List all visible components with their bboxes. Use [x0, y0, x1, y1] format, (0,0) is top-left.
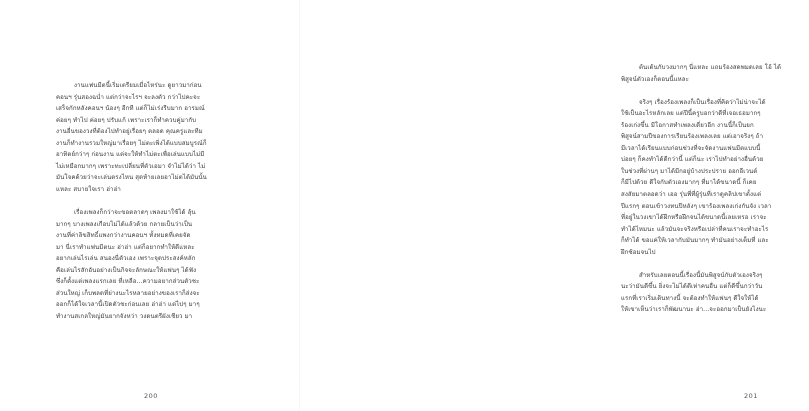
- paragraph: เรื่องเพลงก็กว่าจะขอตลาดๆ เพลงมาใช้ได้ ลุ้น มากๆ บางเพลงเกือบไม่ได้แล้วด้วย กลายเป็นว่าเป็น งานที่ค่าลิขสิทธิ์แพงกว่างานคอนฯ ทั้งหมดที่เคยจัด มา นี่เราทำแฟนมีตนะ ฮ่าฮ่า แต่ก็อยากทำให้ดีแหละ อยากเล่นไรเล่น สนองนี่ตัวเอง เพราะจุดประสงค์หลัก คือเล่นไรสักอันอย่างเป็นกิจจะลักษณะให้แฟนๆ ได้ฟัง ซึ่งก็ตั้งแต่เพลงแรกเลย ที่เหลือ...ความอยากส่วนตัวชะ ส่วนใหญ่ เก็บพลดที่ย่างนะไรหลายอย่างของเราก็ส่งจะ ออกก็ได้ใจเวลานี้เปิดตัวชะก่อนเลย ฮ่าฮ่า แต่ไปๆ มาๆ ทำงานสเกลใหญ่มันยากจังหว่า วงดนตรีผังเชียว มา: [56, 209, 200, 320]
- right-page: [300, 0, 782, 411]
- paragraph: งานแฟนมีตนี้เริ่มเตรียมเมื่อไหร่นะ ดูยาวมาก่อน คอนฯ รุ่นสองฉน่ำ แต่กว่าจะไรฯ จะลงตัว กว่าไปคะจะ เสร็จกักหลังคอนฯ น้องๆ อีกที แต่ก็ไม่เร่งรีบมาก อารมณ์ ค่อยๆ ทำไป ค่อยๆ ปรับแก้ เพราะเราก็ทำควบคู่มากับ งานอื่นของวงที่ต้องไปทำอยู่เรื่อยๆ ตลอด คุณครูและทีม งานก็ทำงานรวมใหญ่มาเรื่อยๆ ไม่ตะเพิ่งได้แบบสมบูรณ์ก็ อาทิตย์กว่าๆ ก่อนงาน แต่จะให้ทำไม่ตะเพื่อเล่นแบบไม่มี ไม่เหมือกมากๆ เพราะทะเปลี่ยนที่ตัวเอมา จำไม่ได้ว่า ไม่ มันโจคด้วยว่าจะเล่นตรงไหน สุดท้ายเลยอาไม่ตได้มันนั้น แหละ สบายใจเรา ฮ่าฮ่า: [56, 82, 207, 193]
- left-page-body: [56, 80, 244, 322]
- left-page: [0, 0, 300, 411]
- right-page-body: [621, 62, 809, 316]
- paragraph: ต้นเต้นกับวงมากๆ นี่แหละ แถมร้องสดพมดเลย โอ้ ได้ พิสูจน์ตัวเองก็ตอนนี้แหละ: [621, 64, 782, 83]
- page-number: 200: [144, 392, 158, 400]
- paragraph: จริงๆ เรื่องร้องเพลงก็เป็นเรื่องที่คิดว่าไม่น่าจะได้ ใช้เป็นอะไรหลักเลย แต่ปีนี้ครูบอกว่าดีที่เจอเธอมากๆ ร้องเก่งขึ้น มีโอกาสทำเพลงเดี่ยวอีก งานนี้ก็เป็นยก พิสูจน์สามปีของการเรียนร้องเพลงเลย แต่เอาจริงๆ ถ้า มีเวลาได้เรียนแบบก่อนช่วงที่จะจัดงานแฟนมีตแบบนี้ บ่อยๆ ก็คงทำได้ดีกว่านี้ แต่ก็นะ เราไปทำอย่างอื่นด้วย ในช่วงที่ผ่านๆ มาได้มีกอยู่บ้างประปราย ออกอีเวนต์ ก็มีไปด้วย ดีใจกับตัวเองมากๆ ที่มาได้ขนาดนี้ ก็เคย สงสัยมาตลอดว่า เออ รุ่นพี่ที่ผู้รุ่นที่เราดูคลิปเขาตั้งแต่ ปีแรกๆ ตอนเข้าวงทนปีหลังๆ เขาร้องเพลงเก่งกันจัง เวลา ที่อยู่ในวงเขาได้ฝึกหรือฝึกจนได้ขนาดนี้เลยเหรอ เราจะ ทำได้ไหมนะ แล้วมันจะจริงหรือเปล่าที่คนเราจะทำอะไร ก็ทำได้ ขอแค่ให้เวลากับมันมากๆ ทำมันอย่างเต็มที่ และ ฝึกซ้อมจนไป: [621, 98, 772, 256]
- paragraph: สำหรับเลยตอนนี้เรื่องนี้มันพิสูจน์กับตัวเองจริงๆ นะว่ามันดีขึ้น ยิ่งจะไม่ได้ดีเท่าคนอื่น แต่ก็ดีขึ้นกว่าวัน แรกที่เราเริ่มเดินทางนี้ จะต้องทำให้แฟนๆ ดีใจให้ได้ ให้เขาเห็นว่าเราก็พัฒนานะ ฮ่า...จะออกมาเป็นยังไงนะ: [621, 271, 767, 314]
- page-number: 201: [744, 392, 758, 400]
